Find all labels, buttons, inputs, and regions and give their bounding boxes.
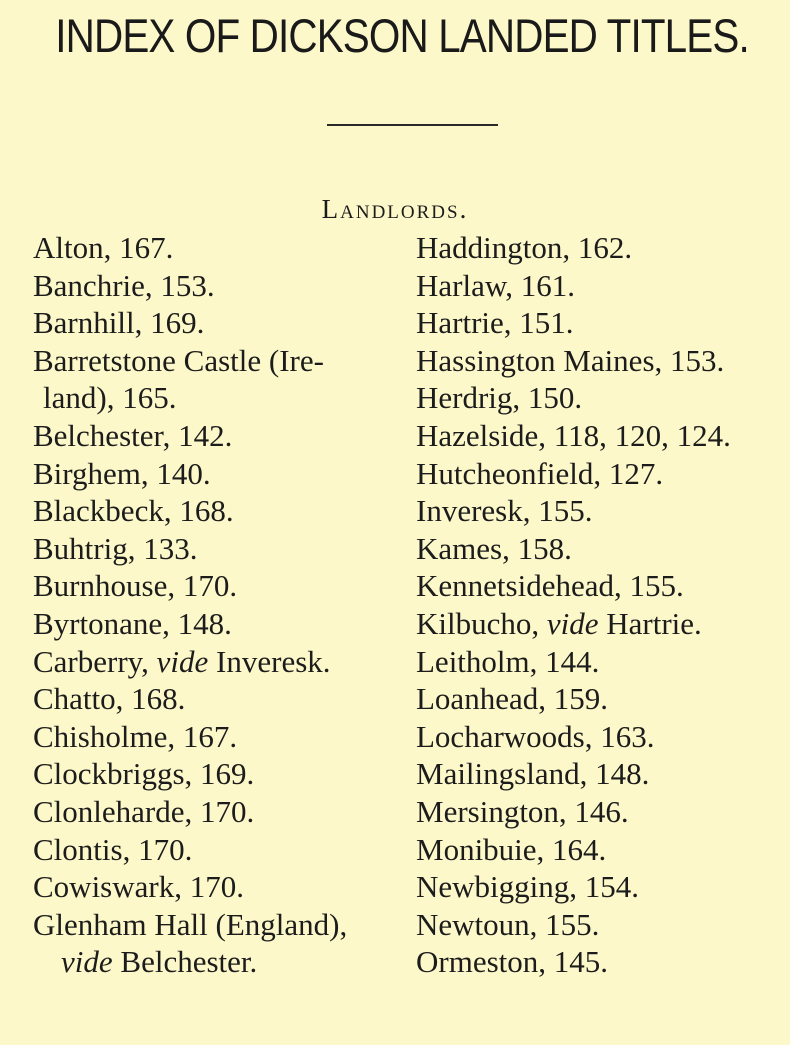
index-entry: Locharwoods, 163. — [416, 718, 655, 754]
index-entry: Monibuie, 164. — [416, 831, 607, 867]
index-entry: Harlaw, 161. — [416, 267, 575, 303]
left-index-column — [33, 229, 347, 981]
index-entry: Chatto, 168. — [33, 681, 186, 717]
index-entry — [33, 943, 347, 981]
entry-place-name: Kilbucho, — [416, 605, 547, 641]
index-entry: Clockbriggs, 169. — [33, 756, 255, 792]
right-index-column — [416, 229, 731, 981]
index-entry: Barnhill, 169. — [33, 305, 205, 341]
index-entry: Barretstone Castle (Ire- — [33, 342, 324, 378]
index-entry: Buhtrig, 133. — [33, 530, 198, 566]
index-entry: Kennetsidehead, 155. — [416, 568, 684, 604]
index-entry: Herdrig, 150. — [416, 380, 583, 416]
index-entry: Hassington Maines, 153. — [416, 342, 725, 378]
index-entry: Loanhead, 159. — [416, 681, 608, 717]
index-entry: Blackbeck, 168. — [33, 493, 234, 529]
entry-cross-reference: Hartrie. — [598, 605, 702, 641]
index-entry: Hartrie, 151. — [416, 305, 574, 341]
index-entry: Cowiswark, 170. — [33, 869, 244, 905]
index-entry: Inveresk, 155. — [416, 493, 593, 529]
index-entry: Mersington, 146. — [416, 793, 629, 829]
index-entry: Alton, 167. — [33, 230, 174, 265]
index-entry: Mailingsland, 148. — [416, 756, 650, 792]
index-entry: Ormeston, 145. — [416, 944, 609, 980]
index-entry — [33, 643, 347, 681]
title-divider — [327, 124, 498, 126]
vide-reference: vide — [546, 605, 599, 641]
index-entry: Glenham Hall (England), — [33, 906, 348, 942]
vide-reference: vide — [156, 643, 209, 679]
index-entry: Kames, 158. — [416, 530, 572, 566]
index-entry — [416, 605, 731, 643]
index-entry: land), 165. — [43, 380, 177, 416]
index-entry: Belchester, 142. — [33, 417, 233, 453]
entry-place-name: Carberry, — [33, 643, 157, 679]
index-entry: Haddington, 162. — [416, 230, 633, 265]
index-entry: Newbigging, 154. — [416, 869, 640, 905]
section-heading: Landlords. — [321, 194, 469, 224]
index-entry: Newtoun, 155. — [416, 906, 600, 942]
entry-cross-reference: Belchester. — [112, 944, 258, 980]
page-title: INDEX OF DICKSON LANDED TITLES. — [55, 9, 749, 62]
index-entry: Banchrie, 153. — [33, 267, 215, 303]
index-entry: Hutcheonfield, 127. — [416, 455, 664, 491]
index-entry: Birghem, 140. — [33, 455, 211, 491]
index-entry: Chisholme, 167. — [33, 718, 238, 754]
index-entry: Clontis, 170. — [33, 831, 193, 867]
index-entry: Burnhouse, 170. — [33, 568, 238, 604]
index-entry: Hazelside, 118, 120, 124. — [416, 417, 731, 453]
index-entry: Clonleharde, 170. — [33, 793, 255, 829]
index-entry: Byrtonane, 148. — [33, 605, 232, 641]
vide-reference: vide — [61, 944, 113, 980]
entry-cross-reference: Inveresk. — [208, 643, 331, 679]
index-entry: Leitholm, 144. — [416, 643, 600, 679]
